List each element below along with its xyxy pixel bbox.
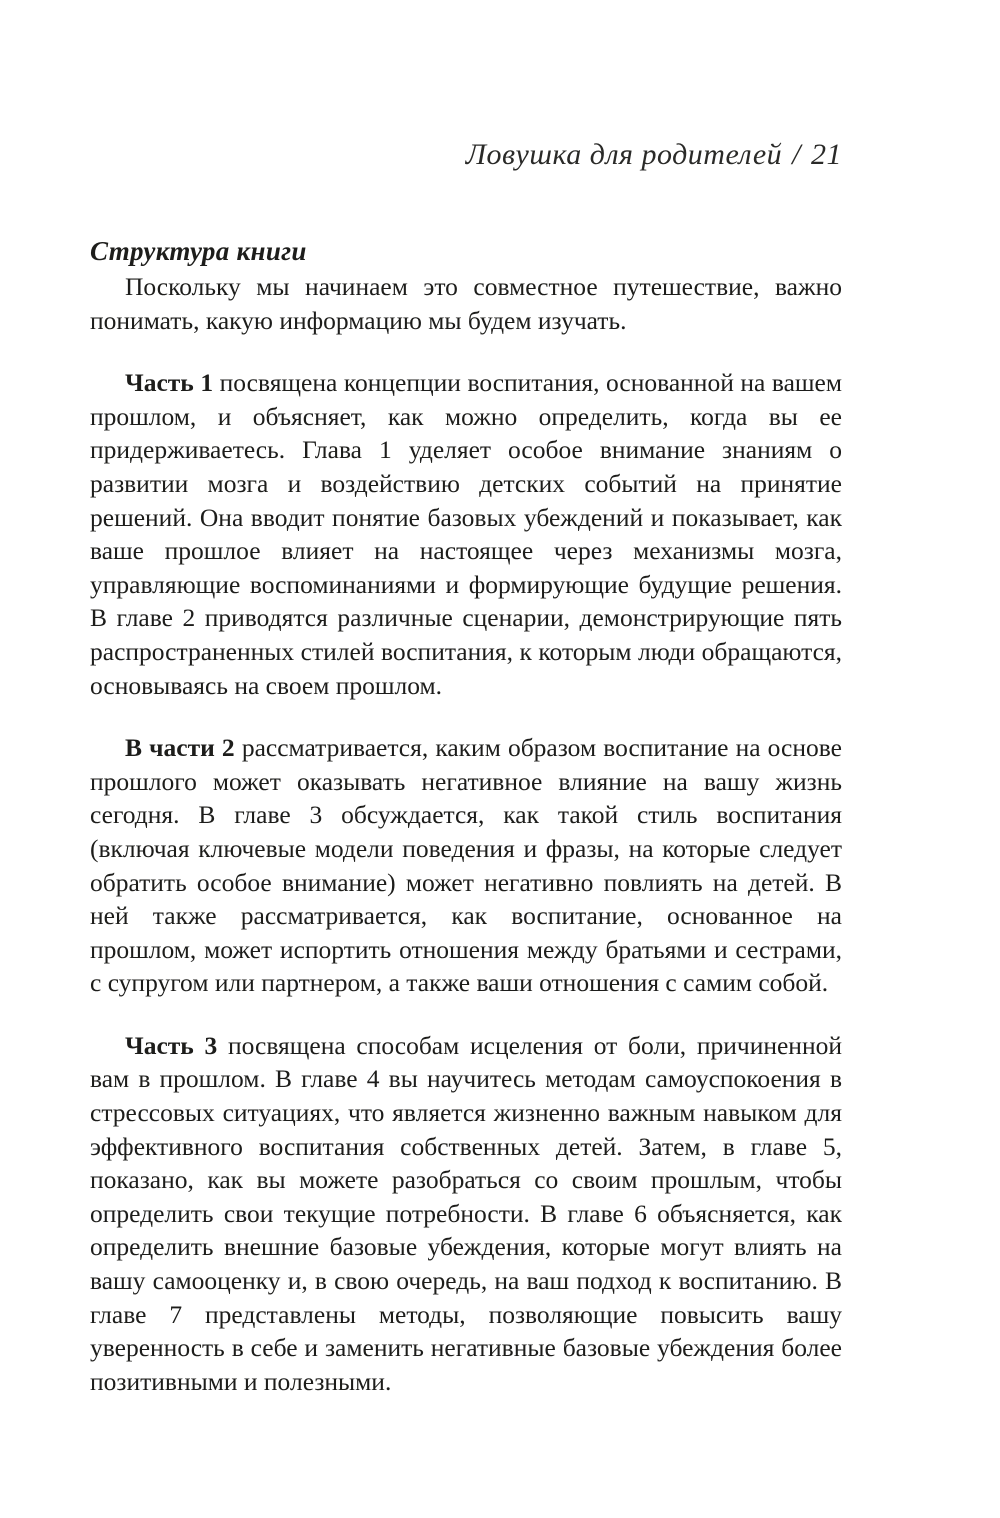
paragraph-part-3-lead: Часть 3	[125, 1030, 218, 1060]
page-number: 21	[811, 138, 842, 171]
paragraph-part-3-text: посвящена способам исцеления от боли, причиненной вам в прошлом. В главе 4 вы научитесь методам самоуспокоения в стрессовых ситуациях, что является жизненно важным навыком для эффективного воспитания собственных детей. Затем, в главе 5, показано, как вы можете разобраться со своим прошлым, чтобы определить свои текущие потребности. В главе 6 объясняется, как определить внешние базовые убеждения, которые могут влиять на вашу самооценку и, в свою очередь, на ваш подход к воспитанию. В главе 7 представлены методы, позволяющие повысить вашу уверенность в себе и заменить негативные базовые убеждения более позитивными и полезными.	[90, 1030, 842, 1396]
paragraph-intro	[90, 270, 842, 337]
running-title: Ловушка для родителей	[465, 138, 783, 171]
paragraph-part-3	[90, 1029, 842, 1399]
paragraph-intro-text: Поскольку мы начинаем это совместное путешествие, важно понимать, какую информацию мы будем изучать.	[90, 272, 842, 335]
section-title: Структура книги	[90, 236, 307, 266]
paragraph-part-2-lead: В части 2	[125, 733, 235, 763]
page-content	[90, 234, 842, 1398]
paragraph-part-2	[90, 731, 842, 1000]
paragraph-part-1-text: посвящена концепции воспитания, основанной на вашем прошлом, и объясняет, как можно определить, когда вы ее придерживаетесь. Глава 1 уделяет особое внимание знаниям о развитии мозга и воздействию детских событий на принятие решений. Она вводит понятие базовых убеждений и показывает, как ваше прошлое влияет на настоящее через механизмы мозга, управляющие воспоминаниями и формирующие будущие решения. В главе 2 приводятся различные сценарии, демонстрирующие пять распространенных стилей воспитания, к которым люди обращаются, основываясь на своем прошлом.	[90, 368, 842, 700]
running-header	[466, 138, 842, 172]
header-separator: /	[792, 138, 801, 171]
paragraph-part-2-text: рассматривается, каким образом воспитание на основе прошлого может оказывать негативное влияние на вашу жизнь сегодня. В главе 3 обсуждается, как такой стиль воспитания (включая ключевые модели поведения и фразы, на которые следует обратить особое внимание) может негативно повлиять на детей. В ней также рассматривается, как воспитание, основанное на прошлом, может испортить отношения между братьями и сестрами, с супругом или партнером, а также ваши отношения с самим собой.	[90, 733, 842, 998]
paragraph-part-1-lead: Часть 1	[125, 368, 214, 398]
paragraph-part-1	[90, 366, 842, 702]
